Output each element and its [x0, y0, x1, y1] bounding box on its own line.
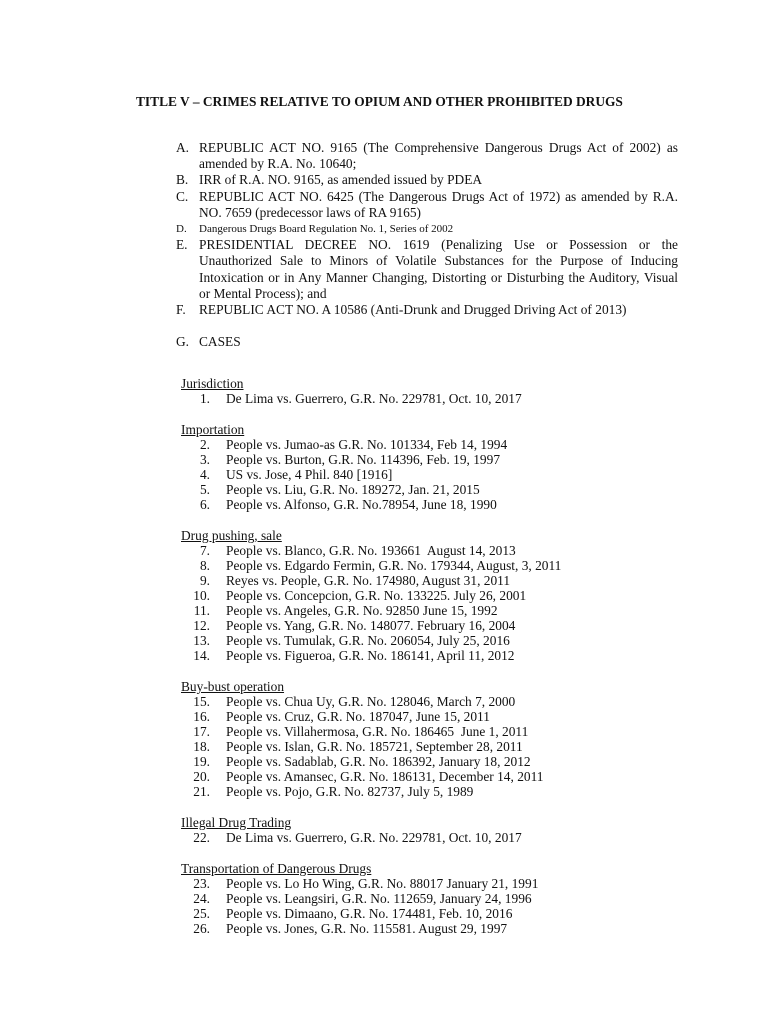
- case-section: [181, 861, 701, 936]
- list-item: [181, 633, 701, 648]
- source-letter: C.: [176, 188, 189, 204]
- case-citation: People vs. Leangsiri, G.R. No. 112659, January 24, 1996: [226, 890, 532, 906]
- case-number: 16.: [193, 708, 210, 724]
- case-number: 6.: [199, 496, 210, 512]
- case-number: 14.: [193, 648, 210, 664]
- section-heading: Buy-bust operation: [181, 678, 285, 694]
- case-number: 5.: [199, 481, 210, 497]
- list-item: [181, 784, 701, 799]
- case-number: 15.: [193, 693, 210, 709]
- source-item: [176, 302, 678, 318]
- list-item: [181, 891, 701, 906]
- list-item: [181, 603, 701, 618]
- list-item: [181, 754, 701, 769]
- case-number: 20.: [193, 769, 210, 785]
- case-number: 19.: [193, 754, 210, 770]
- case-number: 25.: [193, 905, 210, 921]
- source-text: PRESIDENTIAL DECREE NO. 1619 (Penalizing Use or Possession or the Unauthorized Sale to Minors of Volatile Substances for the Purpose of Inducing Intoxication or in Any Manner Changing, Distorting or Disturbing the Auditory, Visual or Mental Process); and: [199, 237, 678, 301]
- case-number: 3.: [199, 451, 210, 467]
- case-citation: Reyes vs. People, G.R. No. 174980, August 31, 2011: [226, 572, 511, 588]
- list-item: [181, 694, 701, 709]
- list-item: [181, 497, 701, 512]
- list-item: [181, 906, 701, 921]
- section-heading: Illegal Drug Trading: [181, 814, 292, 830]
- case-citation: People vs. Tumulak, G.R. No. 206054, July 25, 2016: [226, 633, 510, 649]
- case-list: [181, 543, 701, 664]
- list-item: [181, 482, 701, 497]
- source-text: REPUBLIC ACT NO. A 10586 (Anti-Drunk and Drugged Driving Act of 2013): [199, 302, 627, 318]
- list-item: [181, 467, 701, 482]
- case-section: [181, 422, 701, 512]
- list-item: [181, 769, 701, 784]
- case-citation: People vs. Jumao-as G.R. No. 101334, Feb 14, 1994: [226, 436, 508, 452]
- list-item: [181, 543, 701, 558]
- source-letter: A.: [176, 140, 190, 155]
- list-item: [181, 830, 701, 845]
- case-list: [181, 437, 701, 512]
- case-section: [181, 679, 701, 800]
- case-citation: People vs. Jones, G.R. No. 115581. August 29, 1997: [226, 920, 508, 936]
- case-number: 1.: [199, 391, 210, 406]
- case-number: 21.: [193, 784, 210, 800]
- case-section: [181, 528, 701, 664]
- case-number: 24.: [193, 890, 210, 906]
- case-citation: People vs. Villahermosa, G.R. No. 186465 June 1, 2011: [226, 724, 529, 739]
- case-citation: People vs. Islan, G.R. No. 185721, September 28, 2011: [226, 739, 523, 755]
- case-list: [181, 694, 701, 800]
- cases-label: CASES: [199, 334, 241, 349]
- case-citation: People vs. Cruz, G.R. No. 187047, June 15, 2011: [226, 708, 490, 724]
- case-number: 9.: [199, 572, 210, 588]
- legal-sources-list: [176, 140, 678, 318]
- source-item: [176, 140, 678, 172]
- list-item: [181, 391, 701, 406]
- case-citation: People vs. Sadablab, G.R. No. 186392, January 18, 2012: [226, 754, 531, 770]
- case-citation: De Lima vs. Guerrero, G.R. No. 229781, Oct. 10, 2017: [226, 829, 522, 845]
- source-letter: E.: [176, 237, 188, 253]
- case-number: 4.: [199, 466, 210, 482]
- case-number: 2.: [199, 436, 210, 452]
- case-list: [181, 876, 701, 936]
- source-item: [176, 221, 678, 237]
- source-letter: D.: [176, 223, 187, 236]
- list-item: [181, 648, 701, 663]
- case-citation: People vs. Liu, G.R. No. 189272, Jan. 21, 2015: [226, 481, 480, 497]
- case-number: 13.: [193, 633, 210, 649]
- case-number: 12.: [193, 618, 210, 634]
- case-citation: People vs. Figueroa, G.R. No. 186141, April 11, 2012: [226, 648, 515, 664]
- case-section: [181, 376, 701, 406]
- source-letter: B.: [176, 172, 189, 188]
- case-list: [181, 830, 701, 845]
- source-text: REPUBLIC ACT NO. 9165 (The Comprehensive Dangerous Drugs Act of 2002) as amended by R.A. No. 10640;: [199, 140, 678, 172]
- list-item: [181, 724, 701, 739]
- list-item: [181, 709, 701, 724]
- section-heading: Importation: [181, 421, 245, 437]
- case-number: 26.: [193, 920, 210, 936]
- case-number: 22.: [193, 829, 210, 845]
- list-item: [181, 437, 701, 452]
- list-item: [181, 452, 701, 467]
- list-item: [181, 739, 701, 754]
- case-citation: People vs. Amansec, G.R. No. 186131, December 14, 2011: [226, 769, 544, 785]
- case-number: 23.: [193, 875, 210, 891]
- case-citation: De Lima vs. Guerrero, G.R. No. 229781, Oct. 10, 2017: [226, 391, 522, 406]
- page-title: TITLE V – CRIMES RELATIVE TO OPIUM AND OTHER PROHIBITED DRUGS: [136, 94, 623, 109]
- case-citation: People vs. Chua Uy, G.R. No. 128046, March 7, 2000: [226, 693, 516, 709]
- case-citation: People vs. Angeles, G.R. No. 92850 June 15, 1992: [226, 602, 498, 618]
- case-number: 7.: [199, 542, 210, 558]
- section-heading: Drug pushing, sale: [181, 527, 282, 543]
- source-text: REPUBLIC ACT NO. 6425 (The Dangerous Drugs Act of 1972) as amended by R.A. NO. 7659 (predecessor laws of RA 9165): [199, 188, 678, 220]
- section-heading: Jurisdiction: [181, 376, 244, 391]
- case-number: 18.: [193, 739, 210, 755]
- case-citation: People vs. Pojo, G.R. No. 82737, July 5, 1989: [226, 784, 474, 800]
- source-item: [176, 237, 678, 302]
- list-item: [181, 573, 701, 588]
- list-item: [181, 921, 701, 936]
- case-citation: People vs. Blanco, G.R. No. 193661 August 14, 2013: [226, 542, 516, 558]
- source-letter: F.: [176, 302, 186, 318]
- source-item: [176, 172, 678, 188]
- case-section: [181, 815, 701, 845]
- case-citation: People vs. Dimaano, G.R. No. 174481, Feb. 10, 2016: [226, 905, 513, 921]
- list-item: [181, 558, 701, 573]
- source-text: Dangerous Drugs Board Regulation No. 1, Series of 2002: [199, 223, 454, 236]
- cases-heading: [176, 334, 241, 350]
- case-number: 11.: [193, 602, 210, 618]
- case-citation: People vs. Yang, G.R. No. 148077. February 16, 2004: [226, 618, 516, 634]
- case-citation: People vs. Concepcion, G.R. No. 133225. July 26, 2001: [226, 587, 527, 603]
- case-number: 17.: [193, 724, 210, 739]
- case-citation: US vs. Jose, 4 Phil. 840 [1916]: [226, 466, 393, 482]
- case-number: 8.: [199, 557, 210, 573]
- section-heading: Transportation of Dangerous Drugs: [181, 860, 372, 876]
- case-citation: People vs. Alfonso, G.R. No.78954, June 18, 1990: [226, 496, 497, 512]
- list-item: [181, 618, 701, 633]
- cases-letter: G.: [176, 334, 190, 349]
- case-list: [181, 391, 701, 406]
- list-item: [181, 876, 701, 891]
- case-citation: People vs. Lo Ho Wing, G.R. No. 88017 January 21, 1991: [226, 875, 539, 891]
- source-item: [176, 189, 678, 221]
- case-sections: [181, 376, 701, 951]
- case-number: 10.: [193, 587, 210, 603]
- case-citation: People vs. Edgardo Fermin, G.R. No. 179344, August, 3, 2011: [226, 557, 562, 573]
- list-item: [181, 588, 701, 603]
- source-text: IRR of R.A. NO. 9165, as amended issued by PDEA: [199, 172, 483, 188]
- case-citation: People vs. Burton, G.R. No. 114396, Feb. 19, 1997: [226, 451, 501, 467]
